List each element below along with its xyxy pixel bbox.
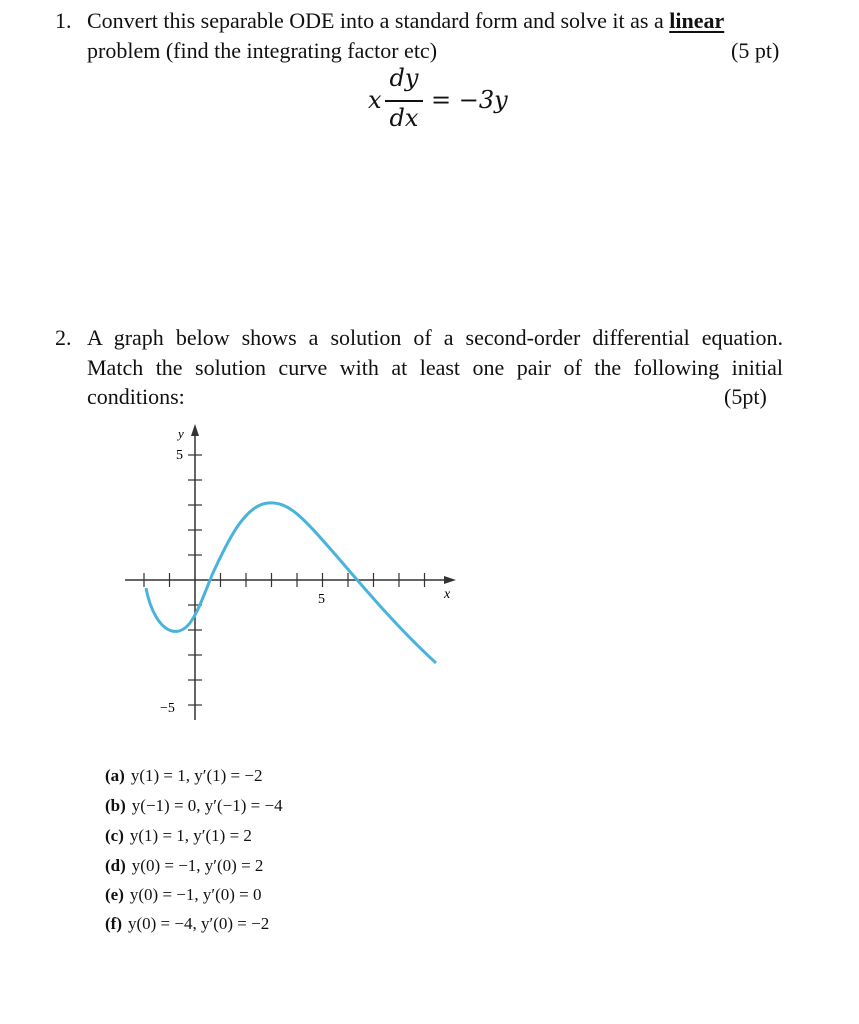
option-b-label: (b) bbox=[105, 796, 126, 815]
q1-linear-emphasis: linear bbox=[669, 8, 725, 33]
option-f-text: y(0) = −4, y′(0) = −2 bbox=[127, 914, 270, 933]
option-b-text: y(−1) = 0, y′(−1) = −4 bbox=[131, 796, 283, 815]
equation-rhs: = −3y bbox=[431, 86, 508, 114]
option-f-label: (f) bbox=[105, 914, 122, 933]
option-e-text: y(0) = −1, y′(0) = 0 bbox=[129, 885, 262, 904]
option-e-label: (e) bbox=[105, 885, 124, 904]
q2-points: (5pt) bbox=[724, 384, 767, 409]
option-f bbox=[105, 914, 269, 934]
equation-numerator: dy bbox=[389, 64, 419, 92]
solution-curve bbox=[146, 503, 436, 663]
q1-line1-text: Convert this separable ODE into a standard form and solve it as a bbox=[87, 8, 664, 33]
option-e bbox=[105, 885, 262, 905]
y-axis-label: y bbox=[178, 426, 184, 441]
equation-lhs: x bbox=[368, 86, 382, 114]
option-d bbox=[105, 856, 263, 876]
q2-line2: Match the solution curve with at least one pair of the following initial bbox=[87, 355, 783, 380]
q1-number: 1. bbox=[55, 8, 72, 33]
option-a bbox=[105, 766, 262, 786]
y-tick-label-bottom: −5 bbox=[160, 701, 175, 716]
option-d-text: y(0) = −1, y′(0) = 2 bbox=[131, 856, 264, 875]
q2-number: 2. bbox=[55, 325, 72, 350]
y-axis-arrow bbox=[191, 424, 199, 436]
equation-denominator: dx bbox=[389, 104, 419, 132]
option-d-label: (d) bbox=[105, 856, 126, 875]
y-tick-label-top: 5 bbox=[176, 448, 183, 463]
q1-points: (5 pt) bbox=[731, 38, 780, 63]
x-axis-label: x bbox=[444, 587, 451, 602]
option-a-label: (a) bbox=[105, 766, 125, 785]
option-c-text: y(1) = 1, y′(1) = 2 bbox=[129, 826, 252, 845]
option-a-text: y(1) = 1, y′(1) = −2 bbox=[130, 766, 263, 785]
option-b bbox=[105, 796, 283, 816]
option-c-label: (c) bbox=[105, 826, 124, 845]
q1-line2: problem (find the integrating factor etc) bbox=[87, 38, 438, 63]
option-c bbox=[105, 826, 252, 846]
x-tick-label: 5 bbox=[318, 592, 325, 607]
q2-line1: A graph below shows a solution of a second-order differential equation. bbox=[87, 325, 783, 350]
q2-line3: conditions: bbox=[87, 384, 185, 409]
x-axis-arrow bbox=[444, 576, 456, 584]
